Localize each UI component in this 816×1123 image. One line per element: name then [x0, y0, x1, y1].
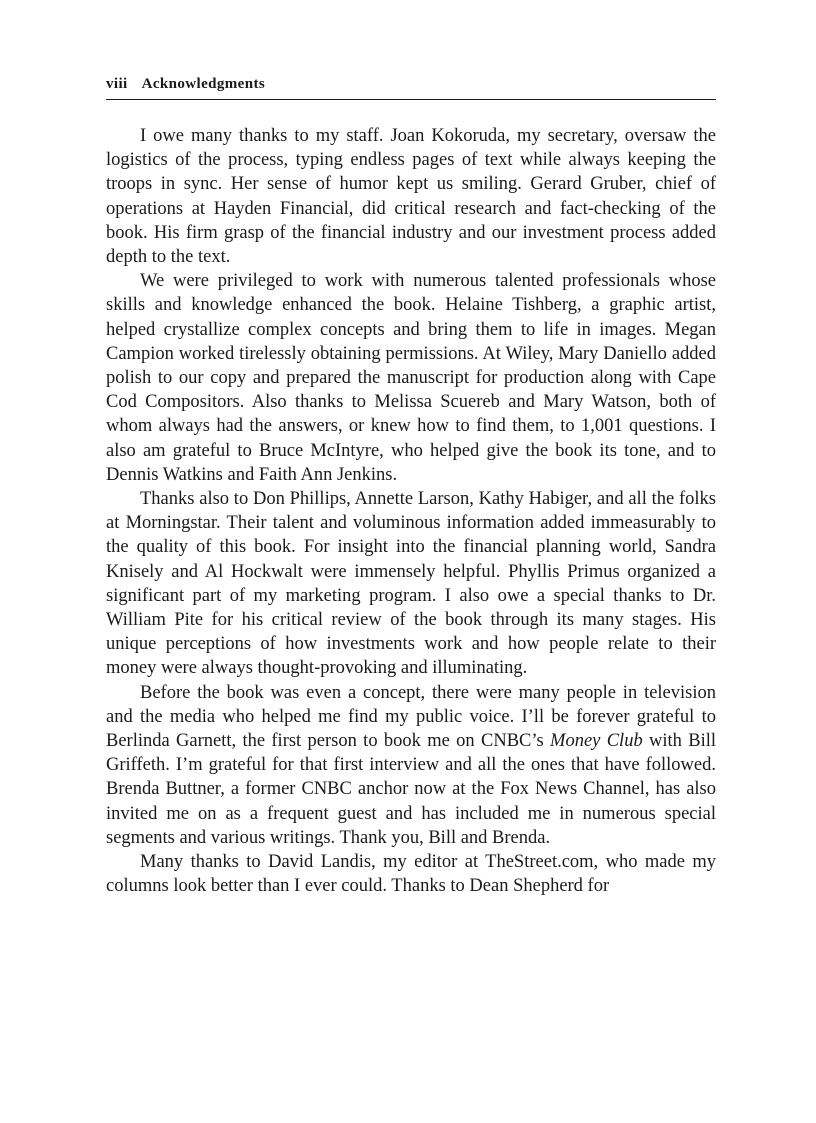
- book-page: [106, 72, 716, 899]
- page-number: viii: [106, 76, 128, 92]
- paragraph-morningstar: Thanks also to Don Phillips, Annette Larson, Kathy Habiger, and all the folks at Morningstar. Their talent and voluminous information added immeasurably to the quality of this book. For insight into the financial planning world, Sandra Knisely and Al Hockwalt were immensely helpful. Phyllis Primus organized a significant part of my marketing program. I also owe a special thanks to Dr. William Pite for his critical review of the book through its many stages. His unique perceptions of how investments work and how people relate to their money were always thought-provoking and illuminating.: [106, 489, 716, 679]
- paragraph-professionals: We were privileged to work with numerous talented professionals whose skills and knowledge enhanced the book. Helaine Tishberg, a graphic artist, helped crystallize complex concepts and bring them to life in images. Megan Campion worked tirelessly obtaining permissions. At Wiley, Mary Daniello added polish to our copy and prepared the manuscript for production along with Cape Cod Compositors. Also thanks to Melissa Scuereb and Mary Watson, both of whom always had the answers, or knew how to find them, to 1,001 questions. I also am grateful to Bruce McIntyre, who helped give the book its tone, and to Dennis Watkins and Faith Ann Jenkins.: [106, 271, 716, 485]
- paragraph-media-part-1: Before the book was even a concept, there were many people in television and the media who helped me find my public voice. I’ll be forever grateful to Berlinda Garnett, the first person to book me on CNBC’s: [106, 682, 716, 752]
- paragraph-thestreet: Many thanks to David Landis, my editor at TheStreet.com, who made my columns look better than I ever could. Thanks to Dean Shepherd for: [106, 852, 716, 897]
- paragraph-media-part-2: with Bill Griffeth. I’m grateful for that first interview and all the ones that have followed. Brenda Buttner, a former CNBC anchor now at the Fox News Channel, has also invited me on as a frequent guest and has included me in numerous special segments and various writings. Thank you, Bill and Brenda.: [106, 731, 717, 848]
- paragraph-media: [106, 681, 716, 850]
- chapter-title: Acknowledgments: [141, 76, 266, 92]
- paragraph-staff: I owe many thanks to my staff. Joan Kokoruda, my secretary, oversaw the logistics of the process, typing endless pages of text while always keeping the troops in sync. Her sense of humor kept us smiling. Gerard Gruber, chief of operations at Hayden Financial, did critical research and fact-checking of the book. His firm grasp of the financial industry and our investment process added depth to the text.: [106, 126, 716, 268]
- show-title: Money Club: [550, 731, 643, 752]
- body-text: [106, 124, 716, 899]
- running-head: [106, 72, 716, 100]
